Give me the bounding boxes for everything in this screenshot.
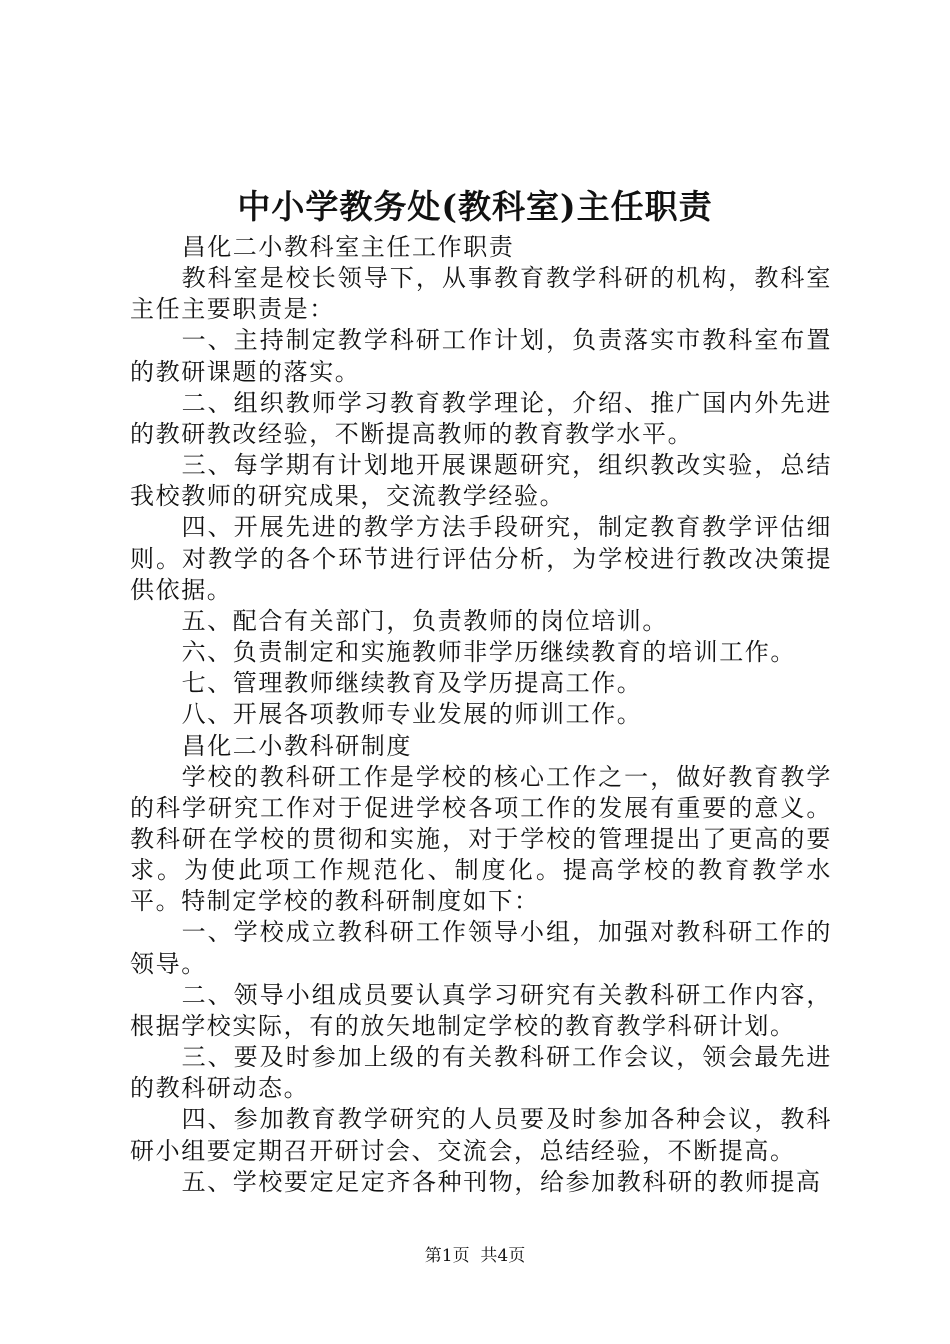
- paragraph: 一、学校成立教科研工作领导小组，加强对教科研工作的领导。: [130, 918, 832, 978]
- document-body: [130, 232, 832, 1198]
- paragraph: 二、领导小组成员要认真学习研究有关教科研工作内容，根据学校实际，有的放矢地制定学校的教育教学科研计划。: [130, 980, 832, 1040]
- paragraph: 八、开展各项教师专业发展的师训工作。: [181, 700, 643, 729]
- paragraph: 五、学校要定足定齐各种刊物，给参加教科研的教师提高: [181, 1167, 822, 1196]
- paragraph: 一、主持制定教学科研工作计划，负责落实市教科室布置的教研课题的落实。: [130, 326, 832, 386]
- paragraph: 教科室是校长领导下，从事教育教学科研的机构，教科室主任主要职责是：: [130, 264, 832, 324]
- page-total: 共4页: [480, 1246, 526, 1266]
- paragraph: 四、开展先进的教学方法手段研究，制定教育教学评估细则。对教学的各个环节进行评估分析，为学校进行教改决策提供依据。: [130, 513, 832, 604]
- page-number: 第1页: [424, 1246, 470, 1266]
- paragraph: 三、每学期有计划地开展课题研究，组织教改实验，总结我校教师的研究成果，交流教学经验。: [130, 451, 832, 511]
- paragraph: 四、参加教育教学研究的人员要及时参加各种会议，教科研小组要定期召开研讨会、交流会，总结经验，不断提高。: [130, 1105, 832, 1165]
- paragraph: 七、管理教师继续教育及学历提高工作。: [181, 669, 643, 698]
- paragraph: 昌化二小教科室主任工作职责: [181, 233, 515, 261]
- page-footer: [0, 1244, 950, 1268]
- paragraph: 五、配合有关部门，负责教师的岗位培训。: [181, 606, 668, 635]
- page-title: 中小学教务处(教科室)主任职责: [237, 187, 713, 226]
- paragraph: 三、要及时参加上级的有关教科研工作会议，领会最先进的教科研动态。: [130, 1043, 832, 1103]
- paragraph: 学校的教科研工作是学校的核心工作之一，做好教育教学的科学研究工作对于促进学校各项工作的发展有重要的意义。教科研在学校的贯彻和实施，对于学校的管理提出了更高的要求。为使此项工作规范化、制度化。提高学校的教育教学水平。特制定学校的教科研制度如下：: [130, 762, 832, 916]
- paragraph: 六、负责制定和实施教师非学历继续教育的培训工作。: [181, 638, 796, 667]
- paragraph: 二、组织教师学习教育教学理论，介绍、推广国内外先进的教研教改经验，不断提高教师的教育教学水平。: [130, 388, 832, 448]
- paragraph: 昌化二小教科研制度: [181, 731, 412, 760]
